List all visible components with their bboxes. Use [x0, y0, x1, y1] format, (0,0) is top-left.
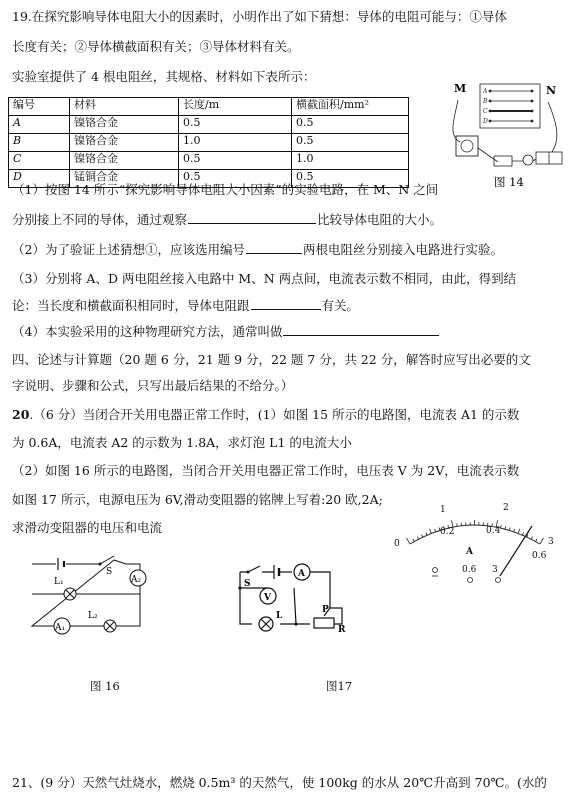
dial-tick	[509, 528, 510, 531]
dial-tick	[426, 532, 427, 535]
table-header: 材料	[70, 98, 179, 116]
table-cell: 0.5	[292, 134, 409, 152]
q20-line4: 如图 17 所示，电源电压为 6V,滑动变阻器的铭牌上写着:20 欧,2A;	[12, 492, 383, 507]
table-cell: 镍铬合金	[70, 134, 179, 152]
q19-part2-line	[12, 241, 503, 259]
q19-part1-text-end: 比较导体电阻的大小。	[317, 212, 443, 227]
table-cell: A	[9, 116, 70, 134]
section-4-heading-line1: 四、论述与计算题（20 题 6 分，21 题 9 分，22 题 7 分，共 22 分，解答时应写出必要的文	[12, 352, 531, 367]
q20-line2: 为 0.6A，电流表 A2 的示数为 1.8A，求灯泡 L1 的电流大小	[12, 435, 352, 450]
fig16-caption: 图 16	[90, 679, 120, 693]
dial-arc	[410, 525, 540, 544]
dial-terminal-label: 3	[492, 565, 498, 575]
dial-tick	[505, 526, 506, 529]
q19-intro-line2: 长度有关；②导体横截面积有关；③导体材料有关。	[12, 39, 300, 54]
q19-part4-text: （4）本实验采用的这种物理研究方法，通常叫做	[12, 324, 283, 339]
table-cell: 镍铬合金	[70, 116, 179, 134]
dial-inner-tick-label: 0.2	[440, 527, 455, 537]
fig14-wire-label: D	[483, 118, 488, 125]
q21-line1: 21、(9 分）天然气灶烧水，燃烧 0.5m³ 的天然气，使 100kg 的水从 20℃升高到 70℃。(水的	[12, 775, 547, 790]
fig17-slider-label: P	[322, 605, 329, 615]
fig14-label-m: M	[454, 82, 467, 95]
terminal-0-6	[468, 578, 473, 583]
fig17-rheostat-symbol	[314, 618, 334, 628]
answer-blank-1[interactable]	[188, 211, 316, 224]
dial-tick	[531, 537, 532, 540]
table-cell: 1.0	[292, 152, 409, 170]
dial-outer-tick-label: 2	[503, 503, 509, 513]
fig16-a2-label: A₂	[131, 575, 142, 585]
q19-part1-text: 分别接上不同的导体，通过观察	[12, 212, 188, 227]
answer-blank-4[interactable]	[283, 323, 439, 336]
fig17-lamp-label: L	[276, 611, 283, 621]
dial-tick	[518, 529, 520, 534]
fig17-ammeter-label: A	[298, 569, 305, 579]
ammeter-dial	[382, 496, 566, 588]
fig14-wire-label: B	[483, 98, 488, 105]
table-row	[9, 116, 409, 134]
answer-blank-2[interactable]	[246, 241, 302, 254]
table-header: 编号	[9, 98, 70, 116]
fig14-lamp	[523, 155, 533, 165]
terminal-3	[496, 578, 501, 583]
fig14-wire-label: C	[483, 108, 488, 115]
dial-outer-tick-label: 1	[440, 505, 446, 515]
table-cell: 0.5	[179, 152, 292, 170]
table-cell: C	[9, 152, 70, 170]
fig17-voltmeter-label: V	[264, 593, 271, 603]
q19-part3-line2	[12, 297, 359, 315]
q19-part4-line	[12, 323, 440, 341]
table-cell: 镍铬合金	[70, 152, 179, 170]
table-header-row	[9, 98, 409, 116]
fig14-ammeter	[456, 136, 478, 156]
dial-tick	[430, 529, 432, 534]
dial-outer-tick-label: 0	[394, 539, 400, 549]
q19-part1-line1: （1）按图 14 所示“探究影响导体电阻大小因素”的实验电路，在 M、N 之间	[12, 182, 439, 197]
answer-blank-3[interactable]	[251, 297, 321, 310]
figure-14	[436, 80, 566, 192]
table-header: 横截面积/mm²	[292, 98, 409, 116]
dial-inner-tick-label: 0.4	[486, 526, 501, 536]
dial-tick	[536, 539, 537, 542]
section-4-heading-line2: 字说明、步骤和公式，只写出最后结果的不给分。）	[12, 378, 294, 393]
q19-intro-line3: 实验室提供了 4 根电阻丝，其规格、材料如下表所示：	[12, 69, 316, 84]
table-cell: D	[9, 170, 70, 188]
dial-terminal-label: 0.6	[462, 565, 477, 575]
table-cell: 0.5	[292, 170, 409, 188]
fig14-wire-label: A	[483, 88, 488, 95]
dial-tick	[413, 539, 414, 542]
switch-pivot	[99, 563, 102, 566]
dial-tick	[435, 529, 436, 532]
figure-17-circuit	[222, 556, 352, 636]
dial-needle	[500, 526, 532, 576]
dial-outer-tick-label: 3	[548, 537, 554, 547]
fig16-switch-label: S	[106, 567, 113, 577]
table-cell: 0.5	[179, 170, 292, 188]
table-cell: 0.5	[179, 116, 292, 134]
fig17-caption: 图17	[326, 679, 353, 693]
fig14-caption: 图 14	[494, 175, 524, 189]
dial-tick	[501, 525, 502, 528]
dial-tick	[417, 537, 418, 540]
q19-part3-line1: （3）分别将 A、D 两电阻丝接入电路中 M、N 两点间，电流表示数不相同，由此，得到结	[12, 271, 517, 286]
table-cell: 锰铜合金	[70, 170, 179, 188]
terminal-negative	[433, 568, 438, 573]
table-row	[9, 134, 409, 152]
q19-part2-text: （2）为了验证上述猜想①，应该选用编号	[12, 242, 245, 257]
q19-part3-text: 论：当长度和横截面积相同时，导体电阻跟	[12, 298, 250, 313]
dial-unit-label: A	[466, 547, 473, 557]
fig14-label-n: N	[546, 84, 557, 97]
q19-intro-line1: 19.在探究影响导体电阻大小的因素时，小明作出了如下猜想：导体的电阻可能与：①导体	[12, 9, 507, 24]
dial-tick	[422, 534, 423, 537]
q20-line1	[12, 406, 519, 424]
fig17-switch-pivot	[247, 571, 250, 574]
q20-line3: （2）如图 16 所示的电路图，当闭合开关用电器正常工作时，电压表 V 为 2V，电流表示数	[12, 463, 520, 478]
dial-tick	[540, 538, 543, 544]
q19-part2-text-end: 两根电阻丝分别接入电路进行实验。	[302, 242, 503, 257]
q19-part3-text-end: 有关。	[321, 298, 360, 313]
figure-16-circuit	[18, 552, 168, 640]
dial-tick	[406, 538, 410, 544]
table-cell: B	[9, 134, 70, 152]
q19-part1-line2	[12, 211, 442, 229]
fig17-switch-label: S	[244, 579, 251, 589]
resistance-wire-table	[8, 97, 409, 188]
fig17-rheostat-label: R	[338, 625, 346, 635]
fig16-l1-label: L₁	[54, 577, 64, 587]
fig16-a1-label: A₁	[55, 623, 66, 633]
q20-line5: 求滑动变阻器的电压和电流	[12, 520, 163, 535]
table-row	[9, 152, 409, 170]
dial-tick	[514, 529, 515, 532]
dial-inner-tick-label: 0.6	[532, 551, 547, 561]
fig16-l2-label: L₂	[88, 611, 98, 621]
q20-text: .（6 分）当闭合开关用电器正常工作时，(1）如图 15 所示的电路图，电流表 A1 的示数	[29, 407, 520, 422]
table-header: 长度/m	[179, 98, 292, 116]
table-cell: 0.5	[292, 116, 409, 134]
table-cell: 1.0	[179, 134, 292, 152]
dial-tick	[522, 532, 523, 535]
q20-number: 20	[12, 407, 30, 422]
